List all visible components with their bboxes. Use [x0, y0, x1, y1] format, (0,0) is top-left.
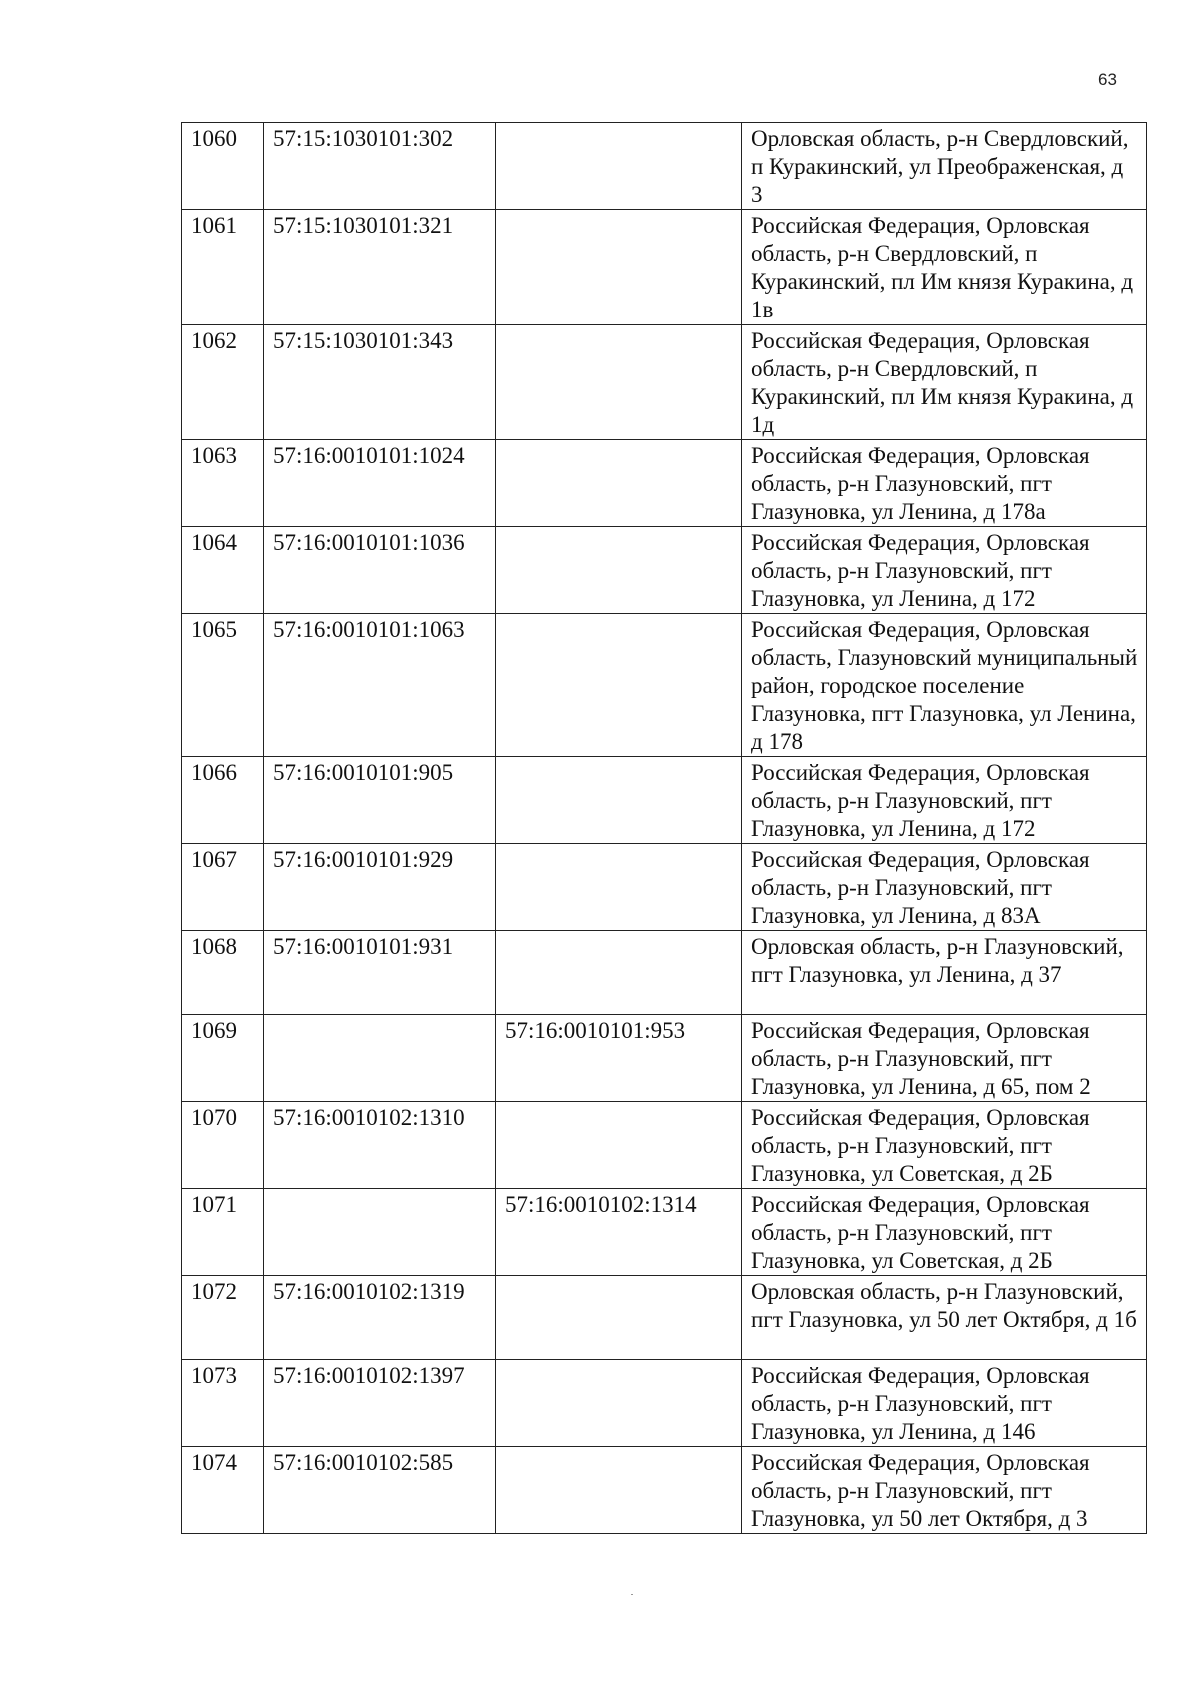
address-cell: Российская Федерация, Орловская область, р-н Глазуновский, пгт Глазуновка, ул Ленина, д 178а	[742, 440, 1147, 527]
property-registry-table	[181, 122, 1147, 1534]
premises-cadastral-number-cell	[496, 1102, 742, 1189]
premises-cadastral-number-cell	[496, 1447, 742, 1534]
address-cell: Российская Федерация, Орловская область, р-н Свердловский, п Куракинский, пл Им князя Куракина, д 1в	[742, 210, 1147, 325]
premises-cadastral-number-cell: 57:16:0010101:953	[496, 1015, 742, 1102]
row-number-cell: 1071	[182, 1189, 264, 1276]
table-row	[182, 210, 1147, 325]
cadastral-number-cell: 57:16:0010101:929	[264, 844, 496, 931]
table-row	[182, 844, 1147, 931]
row-number-cell: 1068	[182, 931, 264, 1015]
row-number-cell: 1063	[182, 440, 264, 527]
address-cell: Российская Федерация, Орловская область, р-н Глазуновский, пгт Глазуновка, ул Ленина, д 146	[742, 1360, 1147, 1447]
premises-cadastral-number-cell	[496, 440, 742, 527]
premises-cadastral-number-cell	[496, 210, 742, 325]
address-cell: Российская Федерация, Орловская область, р-н Глазуновский, пгт Глазуновка, ул Ленина, д 172	[742, 527, 1147, 614]
premises-cadastral-number-cell	[496, 844, 742, 931]
premises-cadastral-number-cell: 57:16:0010102:1314	[496, 1189, 742, 1276]
cadastral-number-cell: 57:16:0010101:1024	[264, 440, 496, 527]
cadastral-number-cell: 57:15:1030101:321	[264, 210, 496, 325]
cadastral-number-cell: 57:16:0010101:931	[264, 931, 496, 1015]
cadastral-number-cell: 57:16:0010101:1063	[264, 614, 496, 757]
cadastral-number-cell: 57:16:0010102:1397	[264, 1360, 496, 1447]
cadastral-number-cell: 57:16:0010101:905	[264, 757, 496, 844]
premises-cadastral-number-cell	[496, 123, 742, 210]
registry-body	[182, 123, 1147, 1534]
address-cell: Российская Федерация, Орловская область, р-н Глазуновский, пгт Глазуновка, ул 50 лет Октября, д 3	[742, 1447, 1147, 1534]
table-row	[182, 1102, 1147, 1189]
table-row	[182, 1360, 1147, 1447]
premises-cadastral-number-cell	[496, 614, 742, 757]
row-number-cell: 1061	[182, 210, 264, 325]
cadastral-number-cell: 57:16:0010102:1319	[264, 1276, 496, 1360]
table-row	[182, 757, 1147, 844]
address-cell: Орловская область, р-н Глазуновский, пгт Глазуновка, ул Ленина, д 37	[742, 931, 1147, 1015]
premises-cadastral-number-cell	[496, 1360, 742, 1447]
premises-cadastral-number-cell	[496, 757, 742, 844]
cadastral-number-cell	[264, 1015, 496, 1102]
cadastral-number-cell: 57:16:0010102:1310	[264, 1102, 496, 1189]
address-cell: Российская Федерация, Орловская область, Глазуновский муниципальный район, городское поселение Глазуновка, пгт Глазуновка, ул Ленина, д 178	[742, 614, 1147, 757]
row-number-cell: 1073	[182, 1360, 264, 1447]
table-row	[182, 1447, 1147, 1534]
page-number: 63	[1098, 70, 1117, 89]
row-number-cell: 1067	[182, 844, 264, 931]
table-row	[182, 1015, 1147, 1102]
address-cell: Российская Федерация, Орловская область, р-н Глазуновский, пгт Глазуновка, ул Ленина, д 172	[742, 757, 1147, 844]
row-number-cell: 1066	[182, 757, 264, 844]
cadastral-number-cell: 57:16:0010101:1036	[264, 527, 496, 614]
row-number-cell: 1072	[182, 1276, 264, 1360]
row-number-cell: 1074	[182, 1447, 264, 1534]
table-row	[182, 325, 1147, 440]
table-row	[182, 440, 1147, 527]
cadastral-number-cell: 57:16:0010102:585	[264, 1447, 496, 1534]
row-number-cell: 1069	[182, 1015, 264, 1102]
table-row	[182, 1189, 1147, 1276]
cadastral-number-cell: 57:15:1030101:302	[264, 123, 496, 210]
address-cell: Российская Федерация, Орловская область, р-н Свердловский, п Куракинский, пл Им князя Куракина, д 1д	[742, 325, 1147, 440]
row-number-cell: 1070	[182, 1102, 264, 1189]
cadastral-number-cell: 57:15:1030101:343	[264, 325, 496, 440]
address-cell: Орловская область, р-н Свердловский, п Куракинский, ул Преображенская, д 3	[742, 123, 1147, 210]
address-cell: Российская Федерация, Орловская область, р-н Глазуновский, пгт Глазуновка, ул Ленина, д 83А	[742, 844, 1147, 931]
premises-cadastral-number-cell	[496, 325, 742, 440]
row-number-cell: 1060	[182, 123, 264, 210]
table-row	[182, 527, 1147, 614]
premises-cadastral-number-cell	[496, 527, 742, 614]
premises-cadastral-number-cell	[496, 1276, 742, 1360]
premises-cadastral-number-cell	[496, 931, 742, 1015]
address-cell: Российская Федерация, Орловская область, р-н Глазуновский, пгт Глазуновка, ул Ленина, д 65, пом 2	[742, 1015, 1147, 1102]
cadastral-number-cell	[264, 1189, 496, 1276]
address-cell: Российская Федерация, Орловская область, р-н Глазуновский, пгт Глазуновка, ул Советская, д 2Б	[742, 1189, 1147, 1276]
row-number-cell: 1062	[182, 325, 264, 440]
row-number-cell: 1065	[182, 614, 264, 757]
address-cell: Орловская область, р-н Глазуновский, пгт Глазуновка, ул 50 лет Октября, д 1б	[742, 1276, 1147, 1360]
table-row	[182, 123, 1147, 210]
table-row	[182, 614, 1147, 757]
table-row	[182, 1276, 1147, 1360]
address-cell: Российская Федерация, Орловская область, р-н Глазуновский, пгт Глазуновка, ул Советская, д 2Б	[742, 1102, 1147, 1189]
scan-speck	[631, 1594, 633, 1595]
row-number-cell: 1064	[182, 527, 264, 614]
table-row	[182, 931, 1147, 1015]
